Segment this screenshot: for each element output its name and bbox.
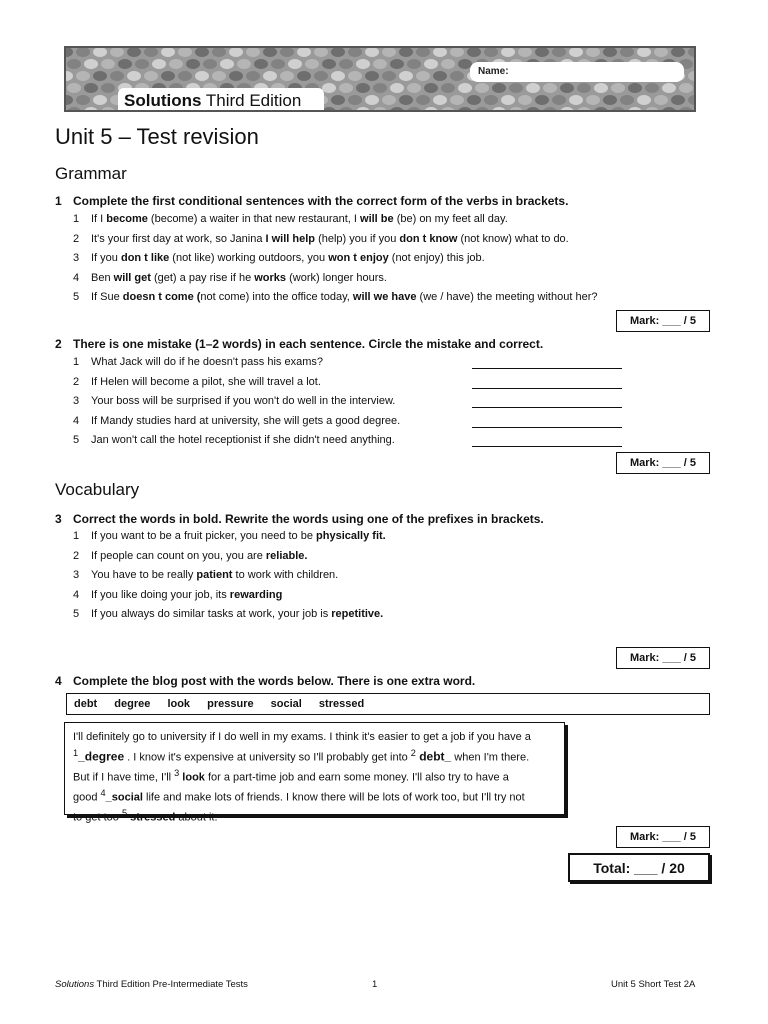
- brand-rest: Third Edition: [201, 91, 302, 110]
- pattern-pill: [620, 95, 634, 105]
- item-number: 1: [73, 530, 80, 542]
- q2-heading: [55, 337, 543, 351]
- answer-2[interactable]: debt_: [415, 749, 452, 764]
- blog-line: [73, 730, 556, 746]
- item-number: 3: [73, 252, 80, 264]
- pattern-pill: [144, 71, 158, 81]
- word-bank-item: social: [270, 698, 302, 710]
- pattern-pill: [322, 83, 336, 93]
- pattern-pill: [288, 59, 302, 69]
- pattern-pill: [101, 83, 115, 93]
- pattern-pill: [390, 59, 404, 69]
- blog-text: . I know it's expensive at university so I'll probably get into: [124, 751, 411, 764]
- item-number: 4: [73, 414, 80, 427]
- bold-text: works: [254, 271, 287, 284]
- pattern-pill: [246, 71, 260, 81]
- bold-text: reliable.: [265, 549, 308, 562]
- pattern-pill: [118, 59, 132, 69]
- total-score: Total: ___ / 20: [568, 853, 710, 882]
- item-number: 1: [73, 213, 80, 225]
- q2-number: 2: [55, 337, 62, 351]
- pattern-pill: [594, 83, 608, 93]
- pattern-pill: [280, 71, 294, 81]
- q4-number: 4: [55, 674, 62, 688]
- pattern-pill: [93, 71, 107, 81]
- q1-instruction: Complete the first conditional sentences with the correct form of the verbs in brackets.: [73, 194, 569, 208]
- q2-item: [73, 415, 400, 427]
- item-number: 3: [73, 569, 80, 581]
- pattern-pill: [450, 71, 464, 81]
- name-field[interactable]: Name:: [470, 62, 684, 82]
- q3-item: [73, 589, 282, 601]
- pattern-pill: [178, 71, 192, 81]
- item-text: If you always do similar tasks at work, your job is: [91, 608, 332, 620]
- blog-text: for a part-time job and earn some money. I'll also try to have a: [204, 771, 509, 784]
- pattern-pill: [373, 83, 387, 93]
- item-number: 4: [73, 271, 80, 284]
- item-text: to work with children.: [232, 569, 339, 581]
- bold-text: I will help: [265, 232, 316, 245]
- pattern-pill: [484, 95, 498, 105]
- pattern-pill: [203, 59, 217, 69]
- word-bank-item: degree: [114, 698, 151, 710]
- pattern-pill: [93, 95, 107, 105]
- pattern-pill: [552, 95, 566, 105]
- item-text: If Mandy studies hard at university, she will gets a good degree.: [91, 414, 401, 427]
- section-grammar: Grammar: [55, 164, 127, 183]
- pattern-pill: [577, 83, 591, 93]
- pattern-pill: [424, 59, 438, 69]
- pattern-pill: [543, 83, 557, 93]
- pattern-pill: [433, 71, 447, 81]
- header-banner: [64, 46, 696, 112]
- pattern-pill: [416, 71, 430, 81]
- q4-instruction: Complete the blog post with the words below. There is one extra word.: [73, 674, 476, 688]
- footer-brand: Solutions: [55, 979, 95, 990]
- footer-right: Unit 5 Short Test 2A: [611, 979, 696, 990]
- brand-bold: Solutions: [124, 91, 202, 110]
- item-text: (not like) working outdoors, you: [169, 252, 329, 264]
- pattern-pill: [467, 95, 481, 105]
- q3-item: [73, 530, 386, 542]
- pattern-pill: [441, 59, 455, 69]
- bold-text: will be: [360, 213, 394, 225]
- q4-heading: [55, 674, 475, 688]
- pattern-pill: [110, 71, 124, 81]
- q1-number: 1: [55, 194, 62, 208]
- item-number: 5: [73, 291, 80, 303]
- item-text: (work) longer hours.: [286, 271, 387, 284]
- word-bank-item: debt: [74, 698, 98, 710]
- word-bank-item: stressed: [318, 698, 365, 710]
- q2-item: [73, 376, 321, 388]
- pattern-pill: [603, 95, 617, 105]
- pattern-pill: [67, 59, 81, 69]
- pattern-pill: [569, 95, 583, 105]
- pattern-pill: [331, 71, 345, 81]
- q2-instruction: There is one mistake (1–2 words) in each sentence. Circle the mistake and correct.: [73, 337, 544, 351]
- q3-item: [73, 608, 383, 620]
- pattern-pill: [348, 95, 362, 105]
- pattern-pill: [67, 83, 81, 93]
- pattern-pill: [586, 95, 600, 105]
- item-text: You have to be really: [91, 569, 197, 581]
- gap-number: 4: [100, 787, 106, 798]
- q3-heading: [55, 512, 544, 526]
- q3-item: [73, 569, 338, 581]
- pattern-pill: [382, 71, 396, 81]
- pattern-pill: [152, 59, 166, 69]
- bold-text: repetitive.: [331, 608, 384, 620]
- q3-item: [73, 550, 307, 562]
- blog-text: But if I have time, I'll: [73, 771, 175, 784]
- bold-text: become: [106, 213, 148, 225]
- gap-number: 5: [121, 807, 128, 818]
- item-text: If you want to be a fruit picker, you need to be: [91, 530, 317, 542]
- pattern-pill: [637, 95, 651, 105]
- item-text: If Sue: [91, 291, 123, 303]
- pattern-pill: [212, 71, 226, 81]
- pattern-pill: [424, 83, 438, 93]
- pattern-pill: [382, 95, 396, 105]
- item-text: Jan won't call the hotel receptionist if she didn't need anything.: [91, 434, 395, 446]
- blog-text: good: [73, 791, 101, 804]
- q1-item: [73, 291, 597, 303]
- pattern-pill: [127, 71, 141, 81]
- q1-item: [73, 272, 387, 284]
- item-number: 1: [73, 356, 80, 368]
- section-vocabulary: Vocabulary: [55, 480, 140, 499]
- item-text: If Helen will become a pilot, she will travel a lot.: [91, 375, 321, 388]
- bold-text: doesn t come (: [122, 291, 201, 303]
- pattern-pill: [390, 83, 404, 93]
- word-bank-item: look: [167, 698, 191, 710]
- bold-text: physically fit.: [316, 530, 386, 542]
- item-text: (get) a pay rise if he: [150, 271, 255, 284]
- pattern-pill: [169, 59, 183, 69]
- pattern-pill: [76, 71, 90, 81]
- q1-heading: [55, 194, 568, 208]
- blog-line: [73, 766, 556, 786]
- pattern-pill: [331, 95, 345, 105]
- pattern-pill: [399, 95, 413, 105]
- pattern-pill: [518, 95, 532, 105]
- word-bank: [66, 693, 710, 715]
- bold-text: will we have: [352, 291, 417, 303]
- pattern-pill: [535, 95, 549, 105]
- pattern-pill: [237, 59, 251, 69]
- pattern-pill: [356, 83, 370, 93]
- pattern-pill: [76, 95, 90, 105]
- blog-line: [73, 746, 556, 766]
- answer-4[interactable]: _social: [105, 791, 143, 804]
- q2-item: [73, 395, 395, 407]
- pattern-pill: [254, 59, 268, 69]
- page-number: 1: [372, 979, 378, 990]
- gap-number: 3: [174, 767, 180, 778]
- answer-5[interactable]: stressed: [127, 811, 176, 824]
- item-text: (not enjoy) this job.: [388, 252, 485, 264]
- blog-text: to get too: [73, 811, 122, 824]
- brand-logo: [118, 88, 324, 112]
- pattern-pill: [628, 83, 642, 93]
- pattern-pill: [263, 71, 277, 81]
- pattern-pill: [611, 83, 625, 93]
- item-number: 5: [73, 434, 80, 446]
- pattern-pill: [458, 83, 472, 93]
- pattern-pill: [671, 95, 685, 105]
- pattern-pill: [314, 71, 328, 81]
- pattern-pill: [101, 59, 115, 69]
- bold-text: won t enjoy: [328, 252, 389, 264]
- blog-text: life and make lots of friends. I know there will be lots of work too, but I'll try not: [142, 791, 525, 804]
- item-text: Your boss will be surprised if you won't do well in the interview.: [91, 395, 396, 407]
- pattern-pill: [416, 95, 430, 105]
- item-text: What Jack will do if he doesn't pass his exams?: [91, 356, 323, 368]
- q2-item: [73, 356, 323, 368]
- q2-mark: Mark: ___ / 5: [616, 452, 710, 474]
- pattern-pill: [433, 95, 447, 105]
- pattern-pill: [365, 95, 379, 105]
- answer-line[interactable]: [472, 407, 622, 408]
- item-text: If you: [91, 252, 121, 264]
- blog-text: when I'm there.: [451, 751, 530, 764]
- pattern-pill: [662, 83, 676, 93]
- pattern-pill: [339, 59, 353, 69]
- pattern-pill: [509, 83, 523, 93]
- item-text: (become) a waiter in that new restaurant, I: [147, 213, 361, 225]
- q1-item: [73, 213, 508, 225]
- item-text: If I: [91, 213, 107, 225]
- pattern-pill: [195, 71, 209, 81]
- pattern-pill: [679, 83, 693, 93]
- pattern-pill: [407, 83, 421, 93]
- pattern-pill: [501, 95, 515, 105]
- q1-mark: Mark: ___ / 5: [616, 310, 710, 332]
- item-number: 2: [73, 232, 80, 245]
- q1-item: [73, 233, 569, 245]
- pattern-pill: [161, 71, 175, 81]
- pattern-pill: [654, 95, 668, 105]
- answer-line[interactable]: [472, 446, 622, 447]
- pattern-pill: [186, 59, 200, 69]
- pattern-pill: [373, 59, 387, 69]
- blog-line: [73, 786, 556, 806]
- q3-number: 3: [55, 512, 62, 526]
- footer-left: [55, 979, 248, 990]
- page-title: Unit 5 – Test revision: [55, 124, 259, 149]
- pattern-pill: [305, 59, 319, 69]
- gap-number: 2: [410, 747, 416, 758]
- bold-text: patient: [196, 569, 233, 581]
- pattern-pill: [84, 83, 98, 93]
- pattern-pill: [450, 95, 464, 105]
- pattern-pill: [220, 59, 234, 69]
- q3-instruction: Correct the words in bold. Rewrite the words using one of the prefixes in brackets.: [73, 512, 544, 526]
- bold-text: don t know: [399, 232, 458, 245]
- pattern-pill: [271, 59, 285, 69]
- pattern-pill: [407, 59, 421, 69]
- item-text: If people can count on you, you are: [91, 549, 266, 562]
- item-text: If you like doing your job, its: [91, 588, 230, 601]
- item-text: (not know) what to do.: [457, 232, 569, 245]
- pattern-pill: [297, 71, 311, 81]
- bold-text: don t like: [120, 252, 170, 264]
- item-text: not come) into the office today,: [200, 291, 353, 303]
- item-text: (help) you if you: [315, 232, 400, 245]
- pattern-pill: [560, 83, 574, 93]
- item-text: It's your first day at work, so Janina: [91, 232, 266, 245]
- blog-text: I'll definitely go to university if I do well in my exams. I think it's easier to get a job if you have a: [73, 731, 531, 743]
- pattern-pill: [356, 59, 370, 69]
- pattern-pill: [441, 83, 455, 93]
- answer-line[interactable]: [472, 427, 622, 428]
- item-text: Ben: [91, 271, 114, 284]
- q1-item: [73, 252, 485, 264]
- pattern-pill: [339, 83, 353, 93]
- pattern-pill: [526, 83, 540, 93]
- pattern-pill: [229, 71, 243, 81]
- blog-post: [64, 722, 565, 824]
- footer-text: Third Edition Pre-Intermediate Tests: [94, 979, 248, 990]
- answer-line[interactable]: [472, 388, 622, 389]
- item-number: 2: [73, 375, 80, 388]
- gap-number: 1: [73, 747, 79, 758]
- pattern-pill: [84, 59, 98, 69]
- pattern-pill: [348, 71, 362, 81]
- pattern-pill: [645, 83, 659, 93]
- bold-text: rewarding: [229, 588, 283, 601]
- pattern-pill: [399, 71, 413, 81]
- item-number: 4: [73, 588, 80, 601]
- q3-mark: Mark: ___ / 5: [616, 647, 710, 669]
- word-bank-item: pressure: [207, 698, 254, 710]
- pattern-pill: [492, 83, 506, 93]
- pattern-pill: [475, 83, 489, 93]
- blog-text: about it.: [175, 811, 218, 824]
- blog-line: [73, 806, 556, 826]
- q2-item: [73, 434, 395, 446]
- pattern-pill: [135, 59, 149, 69]
- item-number: 2: [73, 549, 80, 562]
- item-number: 3: [73, 395, 80, 407]
- item-text: (we / have) the meeting without her?: [416, 291, 598, 303]
- q4-mark: Mark: ___ / 5: [616, 826, 710, 848]
- bold-text: will get: [113, 271, 151, 284]
- pattern-pill: [365, 71, 379, 81]
- answer-line[interactable]: [472, 368, 622, 369]
- pattern-pill: [322, 59, 336, 69]
- item-number: 5: [73, 608, 80, 620]
- answer-1[interactable]: _degree: [78, 749, 125, 764]
- item-text: (be) on my feet all day.: [393, 213, 508, 225]
- answer-3[interactable]: look: [179, 771, 205, 784]
